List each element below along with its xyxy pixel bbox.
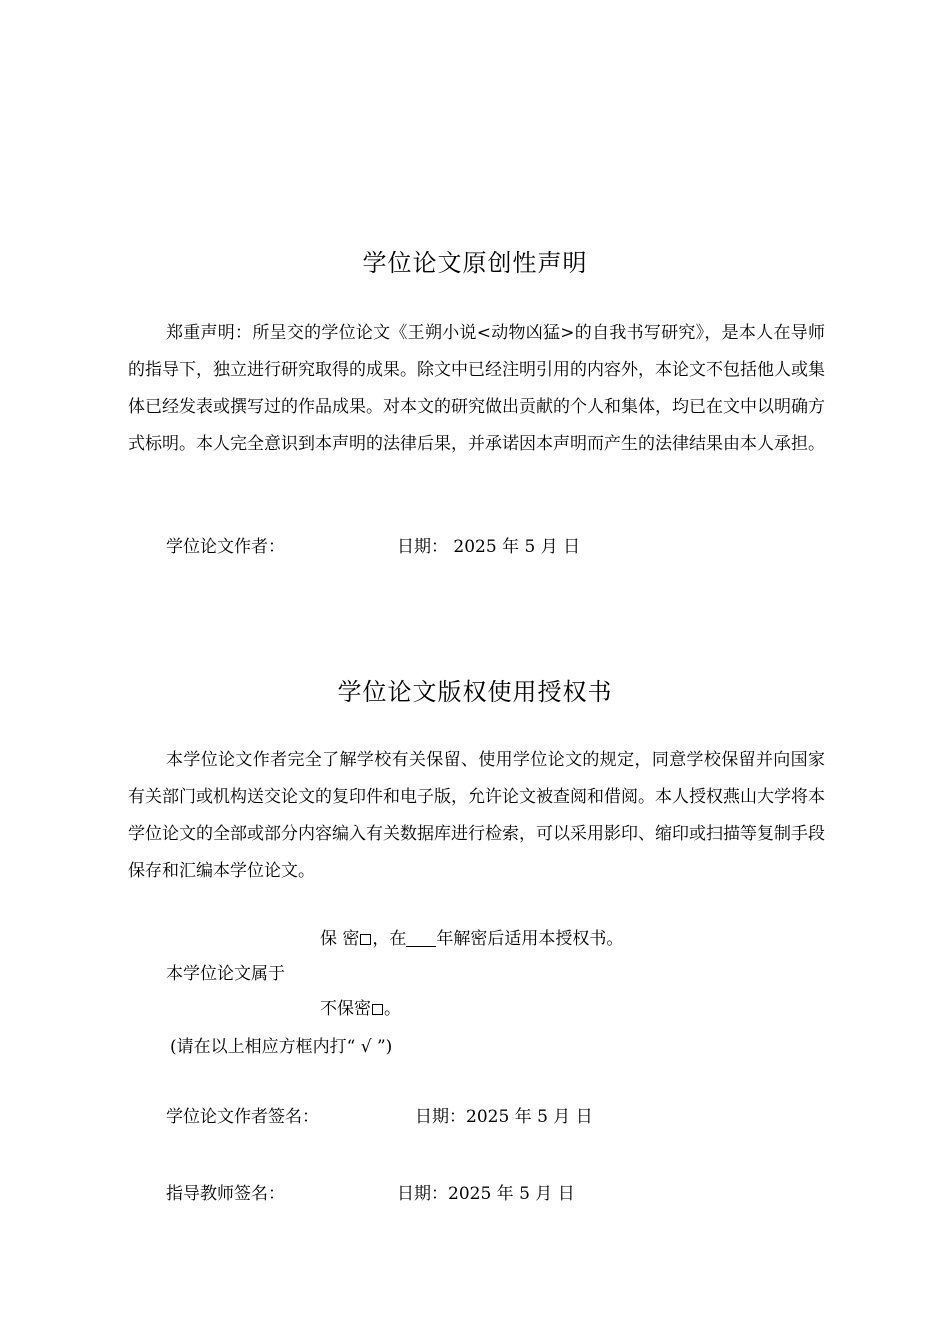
copyright-body: 本学位论文作者完全了解学校有关保留、使用学位论文的规定，同意学校保留并向国家有关部门或机构送交论文的复印件和电子版，允许论文被查阅和借阅。本人授权燕山大学将本学位论文的全部或部分内容编入有关数据库进行检索，可以采用影印、缩印或扫描等复制手段保存和汇编本学位论文。 [128,750,825,881]
secret-option-label: 保 密 [320,929,360,949]
originality-author-label: 学位论文作者： [166,537,285,557]
advisor-sign-label: 指导教师签名： [166,1184,285,1204]
originality-title: 学位论文原创性声明 [362,249,588,277]
advisor-sign-date: 日期：2025 年 5 月 日 [397,1184,575,1204]
belongs-label: 本学位论文属于 [166,964,285,984]
secret-years-blank[interactable] [406,930,436,947]
secret-option-suffix: 年解密后适用本授权书。 [436,929,624,949]
originality-date: 日期： 2025 年 5 月 日 [397,537,581,557]
check-instruction: (请在以上相应方框内打“ √ ”) [170,1037,393,1057]
copyright-author-sign-label: 学位论文作者签名： [166,1107,319,1127]
not-secret-checkbox[interactable] [372,1004,383,1015]
not-secret-option-label: 不保密 [320,999,371,1019]
not-secret-option-line [320,997,401,1021]
secret-checkbox[interactable] [360,934,371,945]
secret-option-line [320,927,623,951]
originality-body: 郑重声明：所呈交的学位论文《王朔小说<动物凶猛>的自我书写研究》，是本人在导师的指导下，独立进行研究取得的成果。除文中已经注明引用的内容外，本论文不包括他人或集体已经发表或撰写过的作品成果。对本文的研究做出贡献的个人和集体，均已在文中以明确方式标明。本人完全意识到本声明的法律后果，并承诺因本声明而产生的法律结果由本人承担。 [128,323,825,454]
not-secret-option-suffix: 。 [384,999,401,1019]
copyright-title: 学位论文版权使用授权书 [337,678,613,706]
secret-option-middle: ，在 [372,929,407,949]
copyright-author-sign-date: 日期：2025 年 5 月 日 [415,1107,593,1127]
